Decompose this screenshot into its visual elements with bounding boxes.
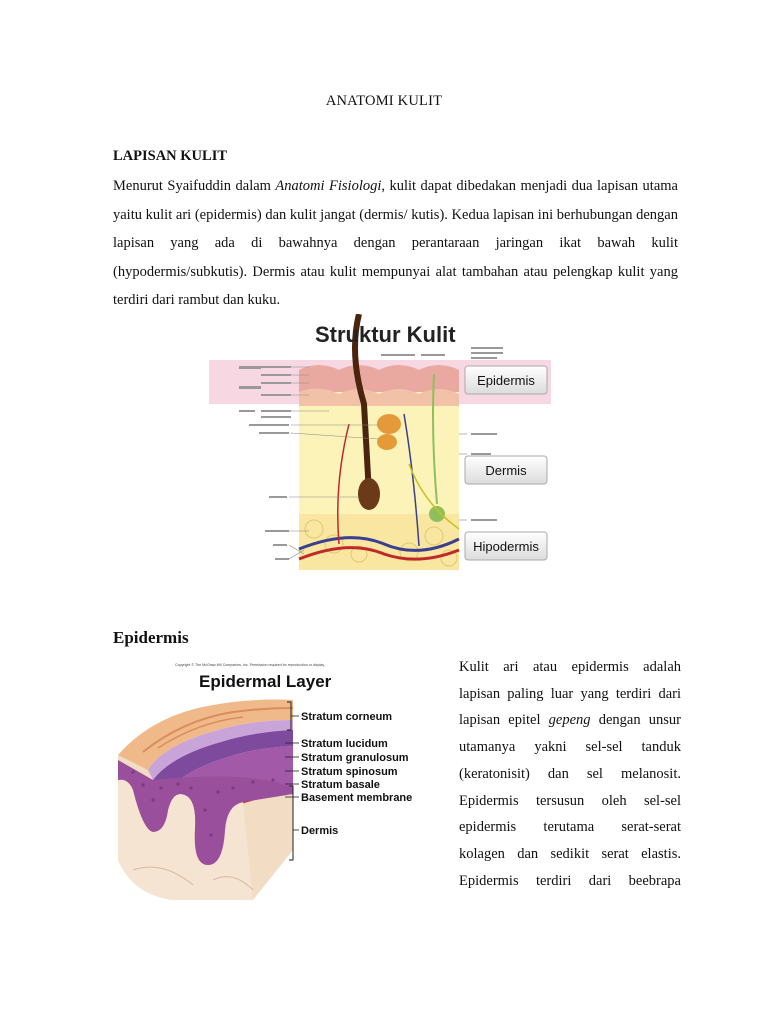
- label-stratum-corneum: Stratum corneum: [301, 711, 393, 723]
- dermis-label-box: [465, 456, 547, 484]
- epidermis-text-end: dengan unsur utamanya yakni sel-sel tanduk (keratonisit) dan sel melanosit. Epidermis tersusun oleh sel-sel epidermis terutama serat-serat kolagen dan sedikit serat elastis. Epidermis terdiri dari beebrapa: [459, 712, 681, 889]
- label-stratum-lucidum: Stratum lucidum: [301, 738, 388, 750]
- label-basement-membrane: Basement membrane: [301, 792, 413, 804]
- skin-structure-figure: [209, 314, 551, 570]
- label-dermis: Dermis: [301, 825, 339, 837]
- epidermal-figure-title: Epidermal Layer: [199, 672, 332, 691]
- label-stratum-spinosum: Stratum spinosum: [301, 766, 398, 778]
- epidermis-italic-term: gepeng: [548, 712, 591, 729]
- document-title: ANATOMI KULIT: [325, 93, 443, 109]
- intro-paragraph: [113, 172, 678, 315]
- epidermis-paragraph: [459, 654, 681, 894]
- section-heading: LAPISAN KULIT: [113, 148, 228, 164]
- intro-text-end: , kulit dapat dibedakan menjadi dua lapisan utama yaitu kulit ari (epidermis) dan kulit jangat (dermis/ kutis). Kedua lapisan ini berhubungan dengan lapisan yang ada di bawahnya dengan perantaraan jaringan ikat bawah kulit (hypodermis/subkutis). Dermis atau kulit mempunyai alat tambahan atau pelengkap kulit yang terdiri dari rambut dan kuku.: [113, 178, 678, 308]
- label-stratum-basale: Stratum basale: [301, 779, 380, 791]
- epidermis-heading: Epidermis: [113, 628, 189, 647]
- hypodermis-label-box: [465, 532, 547, 560]
- intro-italic-title: Anatomi Fisiologi: [275, 178, 382, 194]
- intro-text-start: Menurut Syaifuddin dalam: [113, 178, 276, 194]
- hypodermis-layer-label: Hipodermis: [473, 539, 539, 554]
- skin-figure-title: Struktur Kulit: [315, 322, 456, 347]
- epidermis-label-box: [465, 366, 547, 394]
- label-stratum-granulosum: Stratum granulosum: [301, 752, 409, 764]
- epidermal-layer-figure: [113, 660, 428, 900]
- epidermis-text-start: Kulit ari atau epidermis adalah lapisan paling luar yang terdiri dari lapisan epitel: [459, 659, 681, 729]
- dermis-layer-label: Dermis: [485, 463, 527, 478]
- epidermal-figure-copyright: Copyright © The McGraw-Hill Companies, Inc. Permission required for reproduction or display.: [175, 663, 325, 667]
- epidermis-layer-label: Epidermis: [477, 373, 535, 388]
